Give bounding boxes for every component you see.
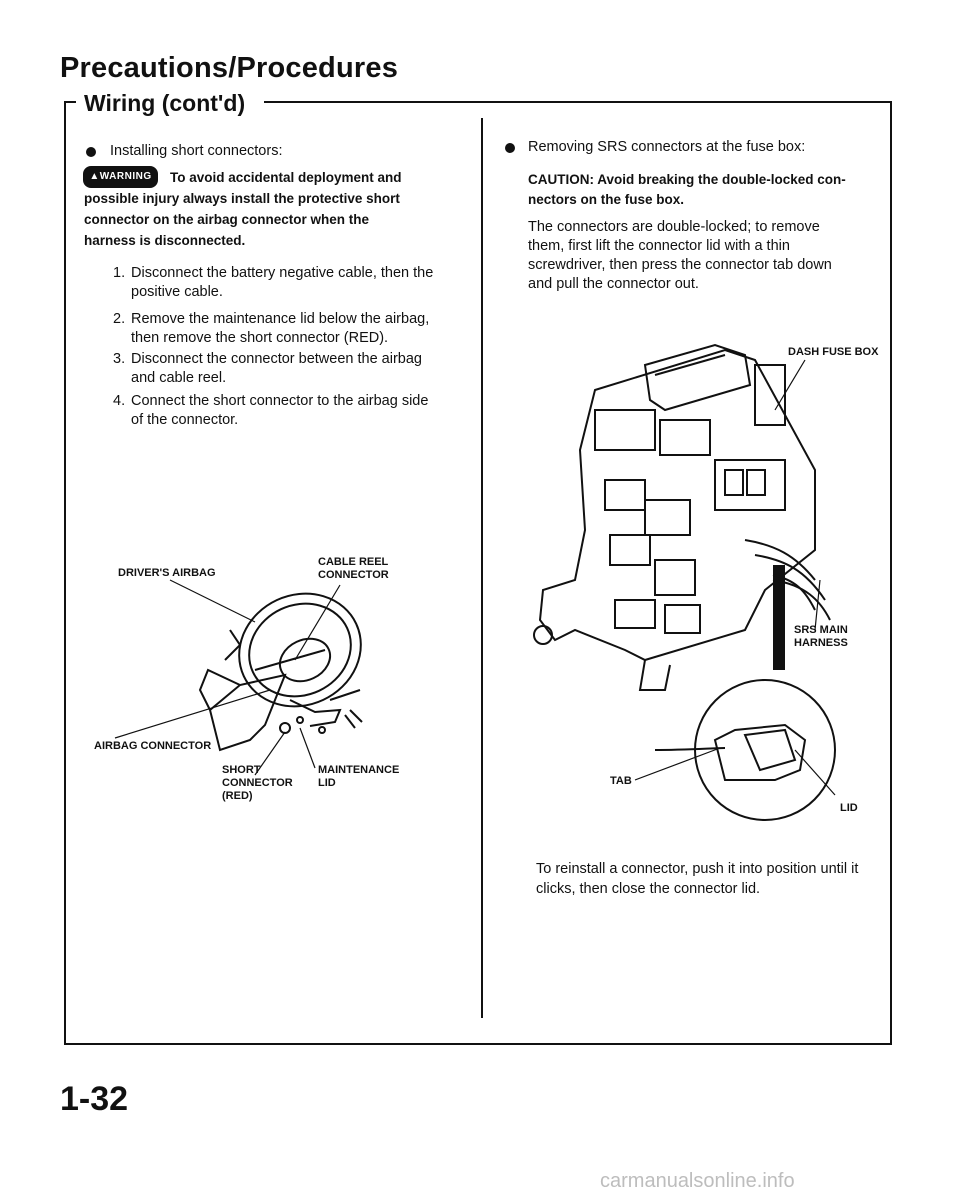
bullet-dot bbox=[505, 143, 515, 153]
step-line: and cable reel. bbox=[131, 370, 227, 386]
steering-wheel-illustration bbox=[90, 550, 470, 810]
step-number: 2. bbox=[113, 311, 126, 327]
label-drivers-airbag: DRIVER'S AIRBAG bbox=[118, 567, 216, 579]
step-1 bbox=[113, 264, 463, 302]
warning-badge bbox=[83, 166, 158, 188]
para-line: The connectors are double-locked; to remove bbox=[528, 219, 820, 235]
label-short-2: CONNECTOR bbox=[222, 777, 293, 789]
step-3 bbox=[113, 350, 463, 388]
frame-top-left-rule bbox=[64, 101, 76, 103]
step-line: of the connector. bbox=[131, 412, 239, 428]
step-number: 3. bbox=[113, 351, 126, 367]
warning-text-line3: connector on the airbag connector when the bbox=[84, 212, 370, 227]
column-divider bbox=[481, 118, 483, 1018]
step-line: Disconnect the battery negative cable, then the bbox=[131, 265, 434, 281]
step-number: 4. bbox=[113, 393, 126, 409]
label-srs-main-1: SRS MAIN bbox=[794, 624, 848, 636]
step-4 bbox=[113, 392, 463, 430]
step-line: positive cable. bbox=[131, 284, 223, 300]
warning-text-line1: To avoid accidental deployment and bbox=[170, 170, 402, 185]
left-bullet-text: Installing short connectors: bbox=[110, 143, 283, 159]
warning-text-line4: harness is disconnected. bbox=[84, 233, 246, 248]
caution-line2: nectors on the fuse box. bbox=[528, 192, 685, 207]
watermark: carmanualsonline.info bbox=[600, 1170, 795, 1192]
para-line: and pull the connector out. bbox=[528, 276, 699, 292]
label-tab: TAB bbox=[610, 775, 632, 787]
label-lid: LID bbox=[840, 802, 858, 814]
label-maintenance-2: LID bbox=[318, 777, 336, 789]
step-line: Remove the maintenance lid below the airbag, bbox=[131, 311, 430, 327]
step-2 bbox=[113, 310, 463, 348]
right-bullet-text: Removing SRS connectors at the fuse box: bbox=[528, 139, 806, 155]
warning-text-line2: possible injury always install the protective short bbox=[84, 191, 400, 206]
frame-top-right-rule bbox=[264, 101, 890, 103]
caution-line1: CAUTION: Avoid breaking the double-locked con- bbox=[528, 172, 846, 187]
label-short-1: SHORT bbox=[222, 764, 261, 776]
step-line: Connect the short connector to the airbag side bbox=[131, 393, 429, 409]
label-cable-reel-1: CABLE REEL bbox=[318, 556, 389, 568]
step-number: 1. bbox=[113, 265, 126, 281]
label-airbag-connector: AIRBAG CONNECTOR bbox=[94, 740, 212, 752]
label-short-3: (RED) bbox=[222, 790, 253, 802]
page-number: 1-32 bbox=[60, 1080, 129, 1118]
page-title: Precautions/Procedures bbox=[60, 52, 399, 84]
fuse-box-illustration bbox=[515, 330, 885, 830]
step-line: Disconnect the connector between the airbag bbox=[131, 351, 422, 367]
reinstall-line1: To reinstall a connector, push it into position until it bbox=[536, 861, 859, 877]
warning-badge-label: WARNING bbox=[99, 171, 152, 182]
step-line: then remove the short connector (RED). bbox=[131, 330, 389, 346]
section-subtitle: Wiring (cont'd) bbox=[84, 90, 246, 116]
para-line: screwdriver, then press the connector tab down bbox=[528, 257, 832, 273]
reinstall-line2: clicks, then close the connector lid. bbox=[536, 881, 761, 897]
label-cable-reel-2: CONNECTOR bbox=[318, 569, 389, 581]
warning-triangle-icon: ▲ bbox=[89, 171, 100, 182]
bullet-dot bbox=[86, 147, 96, 157]
para-line: them, first lift the connector lid with a thin bbox=[528, 238, 790, 254]
label-maintenance-1: MAINTENANCE bbox=[318, 764, 400, 776]
label-srs-main-2: HARNESS bbox=[794, 637, 848, 649]
label-dash-fuse-box: DASH FUSE BOX bbox=[788, 346, 879, 358]
